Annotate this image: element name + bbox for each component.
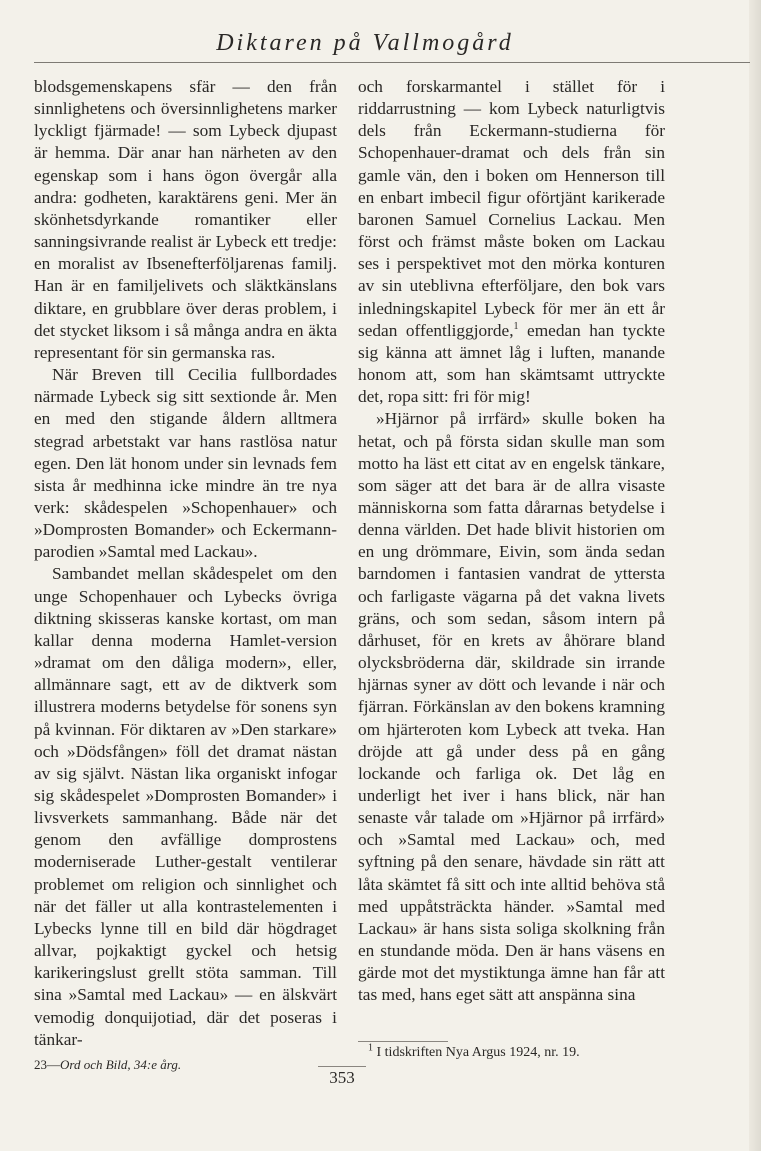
- left-paragraph-1: blodsgemenskapens sfär — den från sinnlighetens och översinnlighetens marker lyckligt fjärmade! — som Lybeck djupast är hemma. Där anar han närheten av den egenskap som i hans ögon övergår alla andra: godheten, karaktärens geni. Mer än skönhetsdyrkande romantiker eller sanningsivrande realist är Lybeck ett tredje: en moralist av Ibsenefterföljarenas familj. Han är en familjelivets och släktkänslans diktare, en grubblare över deras problem, i det stycket liksom i så många andra en äkta representant för sin germanska ras.: [34, 77, 337, 362]
- scan-edge: [749, 0, 761, 1151]
- footnote-marker: 1: [368, 1042, 373, 1054]
- running-title: Diktaren på Vallmogård: [216, 30, 514, 56]
- right-paragraph-2: »Hjärnor på irrfärd» skulle boken ha hetat, och på första sidan skulle man som motto ha läst ett citat av en engelsk tänkare, som säger att det bara är de allra visaste människorna som fatta dårarnas betydelse i denna världen. Det hade blivit historien om en ung drömmare, Eivin, som ända sedan barndomen i fantasien vandrat de yttersta och farligaste vägarna på det vakna livets gräns, och som sedan, såsom intern på dårhuset, för en krets av åhörare bland olycksbröderna där, skildrade sin irrande hjärnas syner av dött och levande i när och fjärran. Förkänslan av den bokens kramning om hjärteroten kom Lybeck att tveka. Han dröjde att gå under dess på en gång lockande och farliga ok. Det låg en underligt het iver i hans blick, när han senaste vår talade om »Hjärnor på irrfärd» och »Samtal med Lackau» och, med syftning på den senare, hävdade sin rätt att låta skämtet få sitt och inte alltid behöva stå med uppåtsträckta händer. »Samtal med Lackau» är hans sista soliga skolkning från en stundande möda. Den är hans väsens en gärde mot det mystiktunga ämne han får att tas med, hans eget sätt att anspänna sina: [358, 409, 665, 1005]
- footnote-text: I tidskriften Nya Argus 1924, nr. 19.: [376, 1045, 580, 1060]
- page-number: 353: [329, 1068, 355, 1087]
- footnote-reference: 1: [513, 320, 519, 332]
- header-rule: [34, 62, 750, 63]
- signature-text: Ord och Bild, 34:e årg.: [60, 1057, 182, 1072]
- left-paragraph-2: När Breven till Cecilia fullbordades närmade Lybeck sig sitt sextionde år. Men en med den stigande åldern alltmera stegrad arbetstakt var hans rastlösa natur egen. Den lät honom under sin levnads fem sista år medhinna icke mindre än tre nya verk: skådespelen »Schopenhauer» och »Domprosten Bomander» och Eckermann-parodien »Samtal med Lackau».: [34, 365, 337, 562]
- right-paragraph-1-text: och forskarmantel i stället för i riddarrustning — kom Lybeck naturligtvis dels från Eckermann-studierna för Schopenhauer-dramat och dels från sin gamle vän, den i boken om Hennerson till en enbart imbecil figur oförtjänt karikerade baronen Samuel Cornelius Lackau. Men först och främst måste boken om Lackau ses i perspektivet mot den mörka konturen av sin uteblivna efterföljare, den bok vars inledningskapitel Lybeck för mer än ett år sedan offentliggjorde,: [358, 77, 665, 340]
- left-paragraph-3: Sambandet mellan skådespelet om den unge Schopenhauer och Lybecks övriga diktning skisseras kanske kortast, om man kallar denna moderna Hamlet-version »dramat om den dåliga modern», eller, allmännare sagt, ett av de diktverk som illustrera moderns betydelse för sonens syn på kvinnan. För diktaren av »Den starkare» och »Dödsfången» föll det dramat nästan av sig självt. Nästan lika organiskt infogar sig skådespelet »Domprosten Bomander» i livsverkets sammanhang. Både när det genom den avfällige domprostens moderniserade Luther-gestalt ventilerar problemet om religion och sinnlighet och när det fäller ut alla kontrastelementen i Lybecks lynne till en bild där högdraget allvar, pojkaktigt gyckel och hetsig karikeringslust grellt stöta samman. Till sina »Samtal med Lackau» — en älskvärt vemodig donquijotiad, där det poseras i tänkar-: [34, 564, 337, 1049]
- page-number-rule: [318, 1066, 366, 1067]
- right-paragraph-1-end: emedan han tyckte sig känna att ämnet låg i luften, manande honom att, som han skämtsamt uttryckte det, ropa sitt: fri för mig!: [358, 320, 665, 407]
- footnote: [368, 1044, 668, 1062]
- right-paragraph-1: [358, 76, 665, 408]
- right-column: [358, 76, 665, 1007]
- left-column: [34, 76, 337, 1051]
- signature-line: [34, 1057, 181, 1073]
- signature-number: 23—: [34, 1057, 60, 1072]
